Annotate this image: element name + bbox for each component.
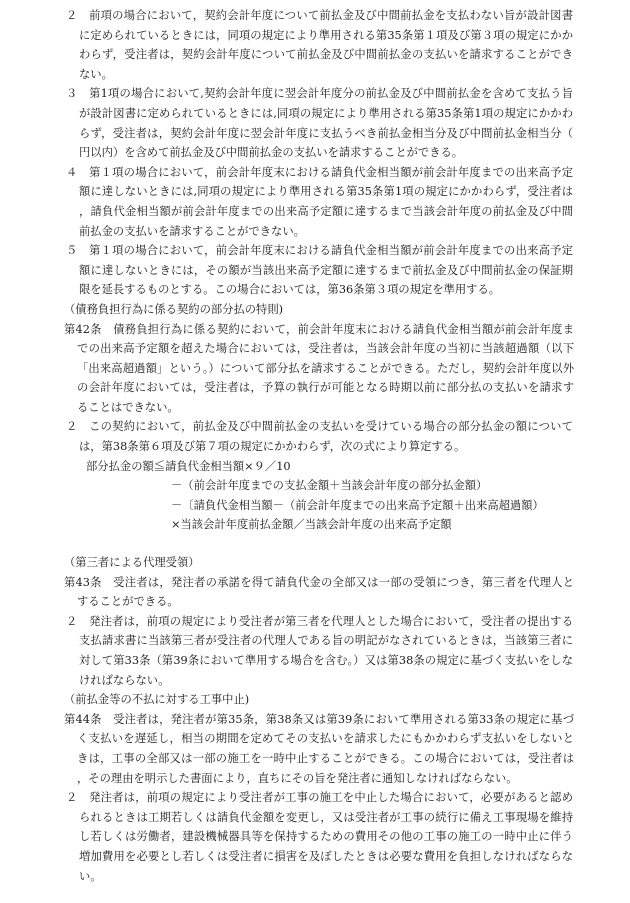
paragraph-44-2: ２ 発注者は，前項の規定により受注者が工事の施工を中止した場合において，必要があると認められるときは工期若しくは請負代金額を変更し，又は受注者が工事の続行に備え工事現場を維持し若しくは労働者，建設機械器具等を保持するための費用その他の工事の施工の一時中止に伴う増加費用を必要とし若しくは受注者に損害を及ぼしたときは必要な費用を負担しなければならない。 [66, 791, 573, 883]
paragraph-42-5: ５ 第１項の場合において，前会計年度末における請負代金相当額が前会計年度までの出来高予定額に達しないときには，その額が当該出来高予定額に達するまで前払金及び中間前払金の保証期限を延長するものとする。この場合においては，第36条第３項の規定を準用する。 [66, 244, 573, 297]
formula-line-4: ×当該会計年度前払金額／当該会計年度の出来高予定額 [171, 518, 452, 532]
article-caption-debt-burden: （債務負担行為に係る契約の部分払の特則) [64, 302, 284, 316]
article-caption-proxy: （第三者による代理受領） [64, 556, 200, 570]
article-43: 第43条 受注者は，発注者の承諾を得て請負代金の全部又は一部の受領につき，第三者を代理人とすることができる。 [64, 575, 574, 609]
paragraph-42bis-2: ２ この契約において，前払金及び中間前払金の支払いを受けている場合の部分払金の額については，第38条第６項及び第７項の規定にかかわらず，次の式により算定する。 [66, 420, 573, 454]
paragraph-42-4: ４ 第１項の場合において，前会計年度末における請負代金相当額が前会計年度までの出来高予定額に達しないときには,同項の規定により準用される第35条第1項の規定にかかわらず，受注者は，請負代金相当額が前会計年度までの出来高予定額に達するまで当該会計年度の前払金及び中間前払金の支払いを請求することができない。 [66, 165, 573, 238]
article-caption-suspension: （前払金等の不払に対する工事中止) [64, 693, 250, 707]
article-42: 第42条 債務負担行為に係る契約において，前会計年度末における請負代金相当額が前会計年度までの出来高予定額を超えた場合においては，受注者は，当該会計年度の当初に当該超過額（以下「出来高超過額」という。）について部分払を請求することができる。ただし，契約会計年度以外の会計年度においては，受注者は，予算の執行が可能となる時期以前に部分払の支払いを請求することはできない。 [64, 322, 574, 414]
paragraph-42-3: ３ 第1項の場合において,契約会計年度に翌会計年度分の前払金及び中間前払金を含めて支払う旨が設計図書に定められているときには,同項の規定により準用される第35条第1項の規定にかかわらず，受注者は，契約会計年度に翌会計年度に支払うべき前払金相当分及び中間前払金相当分（ 円以内）を含めて前払金及び中間前払金の支払いを請求することができる。 [66, 87, 619, 160]
paragraph-42-2: ２ 前項の場合において，契約会計年度について前払金及び中間前払金を支払わない旨が設計図書に定められているときには，同項の規定により準用される第35条第１項及び第３項の規定にかかわらず，受注者は，契約会計年度について前払金及び中間前払金の支払いを請求することができない。 [66, 9, 573, 81]
paragraph-43-2: ２ 発注者は，前項の規定により受注者が第三者を代理人とした場合において，受注者の提出する支払請求書に当該第三者が受注者の代理人である旨の明記がなされているときは，当該第三者に対して第33条（第39条において準用する場合を含む。）又は第38条の規定に基づく支払いをしなければならない。 [66, 614, 573, 687]
article-44: 第44条 受注者は，発注者が第35条，第38条又は第39条において準用される第33条の規定に基づく支払いを遅延し，相当の期間を定めてその支払いを請求したにもかかわらず支払いをしないときは，工事の全部又は一部の施工を一時中止することができる。この場合においては，受注者は，その理由を明示した書面により，直ちにその旨を発注者に通知しなければならない。 [64, 712, 574, 785]
formula-line-1: 部分払金の額≦請負代金相当額×９／10 [86, 459, 291, 473]
spacer [0, 535, 630, 553]
formula-line-3: －〔請負代金相当額－（前会計年度までの出来高予定額＋出来高超過額） [171, 498, 544, 512]
formula-line-2: －（前会計年度までの支払金額＋当該会計年度の部分払金額） [171, 479, 488, 493]
